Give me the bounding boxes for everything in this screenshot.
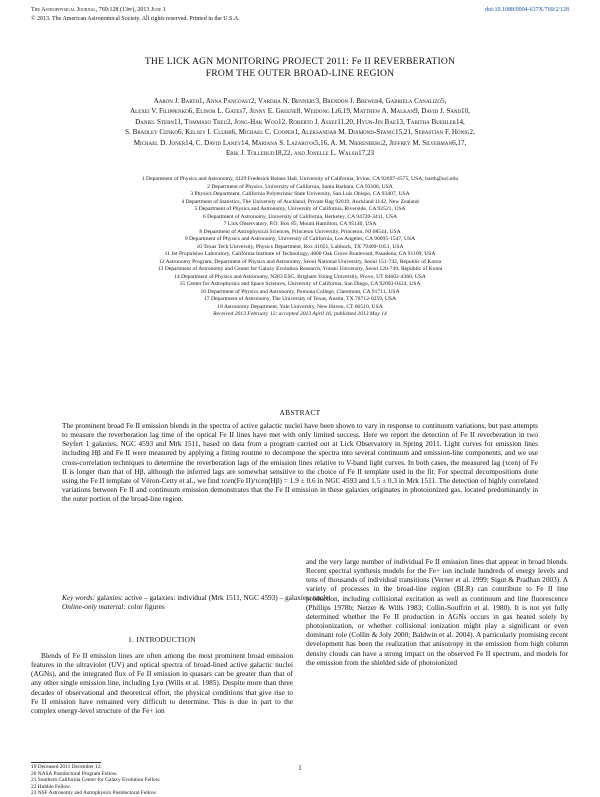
affiliation: 12 Astronomy Program, Department of Physics and Astronomy, Seoul National University, Seoul 151-742, Republic of Korea — [158, 258, 442, 265]
affiliation: 6 Department of Astronomy, University of California, Berkeley, CA 94720-3411, USA — [202, 213, 398, 220]
author-line: S. Bradley Cenko6, Kelsey I. Clubb6, Michael C. Cooper1, Aleksandar M. Diamond-Stanic15,21, Sebastian F. Hönig2, — [125, 128, 475, 137]
author-line: Michael D. Joner14, C. David Laney14, Mariana S. Lazarova5,16, A. M. Nierenberg2, Jeffrey M. Silverman6,17, — [133, 138, 467, 147]
online-material: color figures — [127, 602, 165, 612]
author-line: Erik J. Tollerud18,22, and Jonelle L. Walsh17,23 — [225, 149, 375, 158]
journal-line: The Astrophysical Journal, 769:128 (13pp), 2013 June 1 — [31, 7, 166, 13]
affiliation: 4 Department of Statistics, The University of Auckland, Private Bag 92019, Auckland 1142, New Zealand — [181, 198, 419, 205]
affiliation: 15 Center for Astrophysics and Space Sciences, University of California, San Diego, CA 92093-0424, USA — [179, 281, 421, 287]
intro-column-right: and the very large number of individual Fe II emission lines that appear in broad blends. Recent spectral synthesis models for the Fe+ ion include hundreds of energy levels and tens of thousands of individual transitions (Verner et al. 1999; Sigut & Pradhan 2003). A variety of processes in the broad-line region (BLR) can contribute to Fe II line production, including collisional excitation as well as continuum and line fluorescence (Phillips 1978b; Netzer & Wills 1983; Collin-Souffrin et al. 1980). It is not yet fully determined whether the Fe II production in AGNs occurs in gas heated solely by photoionization, or whether collisional ionization might play a significant or even dominant role (Collin & Joly 2000; Baldwin et al. 2004). A particularly promising recent development has been the realization that anisotropy in the emission from high column density clouds can have a strong impact on the observed Fe II spectrum, and models for the emission from the shielded side of photoionized — [306, 557, 568, 667]
footnote: 19 Deceased 2011 December 12. — [31, 764, 102, 770]
affiliation: 9 Department of Physics and Astronomy, University of California, Los Angeles, CA 90095-1547, USA — [184, 236, 416, 242]
author-line: Aaron J. Barth1, Anna Pancoast2, Vardha N. Bennert3, Brendon J. Brewer4, Gabriela Canalizo5, — [153, 97, 447, 105]
footnote: 20 NASA Postdoctoral Program Fellow. — [31, 770, 118, 777]
affiliation: 16 Department of Physics and Astronomy, Pomona College, Claremont, CA 91711, USA — [200, 288, 400, 295]
keywords: galaxies: active – galaxies: individual (Mrk 1511, NGC 4593) – galaxies: nuclei — [97, 593, 331, 602]
copyright-line: © 2013. The American Astronomical Society. All rights reserved. Printed in the U.S.A. — [31, 15, 240, 22]
title-line-1: THE LICK AGN MONITORING PROJECT 2011: Fe II REVERBERATION — [144, 56, 456, 67]
affiliation: 1 Department of Physics and Astronomy, 4129 Frederick Reines Hall, University of California, Irvine, CA 92697-4575, USA; barth@uci.edu — [141, 176, 459, 182]
affiliation: 17 Department of Astronomy, The University of Texas, Austin, TX 78712-0259, USA — [203, 296, 397, 302]
intro-column-left: Blends of Fe II emission lines are often among the most prominent broad emission features in the ultraviolet (UV) and optical spectra of broad-lined active galactic nuclei (AGNs), and the integrated flux of Fe II emission in quasars can be greater than that of any other single emission line, including Lyα (Wills et al. 1985). Despite more than three decades of observational and theoretical effort, the physical conditions that give rise to Fe II emission have remained very difficult to determine. This is due in part to the complex energy-level structure of the Fe+ ion — [31, 651, 293, 715]
footnote-rule — [31, 762, 101, 763]
doi-link[interactable]: doi:10.1088/0004-637X/769/2/128 — [485, 7, 569, 13]
author-line: Daniel Stern11, Tommaso Treu2, Jong-Hak Woo12, Roberto J. Assef11,20, Hyun-Jin Bae13, Tabitha Buehler14, — [135, 117, 465, 126]
keywords-label: Key words: — [62, 593, 96, 602]
abstract-heading: ABSTRACT — [279, 408, 321, 417]
affiliation: 10 Texas Tech University, Physics Department, Box 41051, Lubbock, TX 79409-1051, USA — [196, 243, 404, 250]
affiliation: 8 Department of Astrophysical Sciences, Princeton University, Princeton, NJ 08544, USA — [199, 228, 401, 235]
running-header — [31, 6, 569, 23]
affiliation: 7 Lick Observatory, P.O. Box 85, Mount Hamilton, CA 95140, USA — [223, 221, 377, 227]
affiliation: 18 Astronomy Department, Yale University, New Haven, CT 06510, USA — [217, 303, 383, 310]
received-dates: Received 2013 February 12; accepted 2013 April 16; published 2013 May 14 — [213, 311, 387, 317]
footnote: 21 Southern California Center for Galaxy Evolution Fellow. — [31, 777, 161, 784]
online-material-label: Online-only material: — [62, 602, 126, 612]
page-number: 1 — [298, 764, 302, 772]
author-list — [60, 96, 540, 158]
affiliation: 5 Department of Physics and Astronomy, University of California, Riverside, CA 92521, USA — [194, 206, 406, 212]
affiliation: 3 Physics Department, California Polytechnic State University, San Luis Obispo, CA 93407, USA — [190, 191, 410, 197]
affiliation: 2 Department of Physics, University of California, Santa Barbara, CA 93106, USA — [207, 183, 393, 190]
title-line-2: FROM THE OUTER BROAD-LINE REGION — [205, 68, 395, 79]
author-line: Alexei V. Filippenko6, Elinor L. Gates7, Jenny E. Greene8, Weidong Li6,19, Matthew A. Malkan9, David J. Sand10, — [130, 107, 470, 116]
footnote: 22 Hubble Fellow. — [31, 783, 71, 790]
affiliation: 13 Department of Astronomy and Center for Galaxy Evolution Research, Yonsei University, Seoul 120-749, Republic of Korea — [157, 266, 443, 272]
abstract-text: The prominent broad Fe II emission blends in the spectra of active galactic nuclei have been shown to vary in response to continuum variations, but past attempts to measure the reverberation lag time of the optical Fe II lines have met with only limited success. Here we report the detection of Fe II reverberation in two Seyfert 1 galaxies, NGC 4593 and Mrk 1511, based on data from a program carried out at Lick Observatory in Spring 2011. Light curves for emission lines including Hβ and Fe II were measured by applying a fitting routine to decompose the spectra into several continuum and emission-line components, and we use cross-correlation techniques to determine the reverberation lags of the emission lines relative to V-band light curves. In both cases, the measured lag (τcen) of Fe II is longer than that of Hβ, although the inferred lags are somewhat sensitive to the choice of Fe II template used in the fit. For spectral decompositions done using the Fe II template of Véron-Cetty et al., we find τcen(Fe II)/τcen(Hβ) = 1.9 ± 0.6 in NGC 4593 and 1.5 ± 0.3 in Mrk 1511. The detection of highly correlated variations between Fe II and continuum emission demonstrates that the Fe II emission in these galaxies originates in photoionized gas, located predominantly in the outer portion of the broad-line region. — [62, 421, 538, 504]
section-heading-introduction: 1. INTRODUCTION — [128, 635, 196, 644]
affiliation: 14 Department of Physics and Astronomy, N283 ESC, Brigham Young University, Provo, UT 84602-4360, USA — [174, 273, 426, 280]
paper-title — [0, 56, 600, 80]
affiliation: 11 Jet Propulsion Laboratory, California Institute of Technology, 4800 Oak Grove Boulevard, Pasadena, CA 91109, USA — [164, 251, 436, 257]
footnote: 23 NSF Astronomy and Astrophysics Postdoctoral Fellow. — [31, 790, 157, 797]
affiliation-list — [40, 176, 560, 319]
